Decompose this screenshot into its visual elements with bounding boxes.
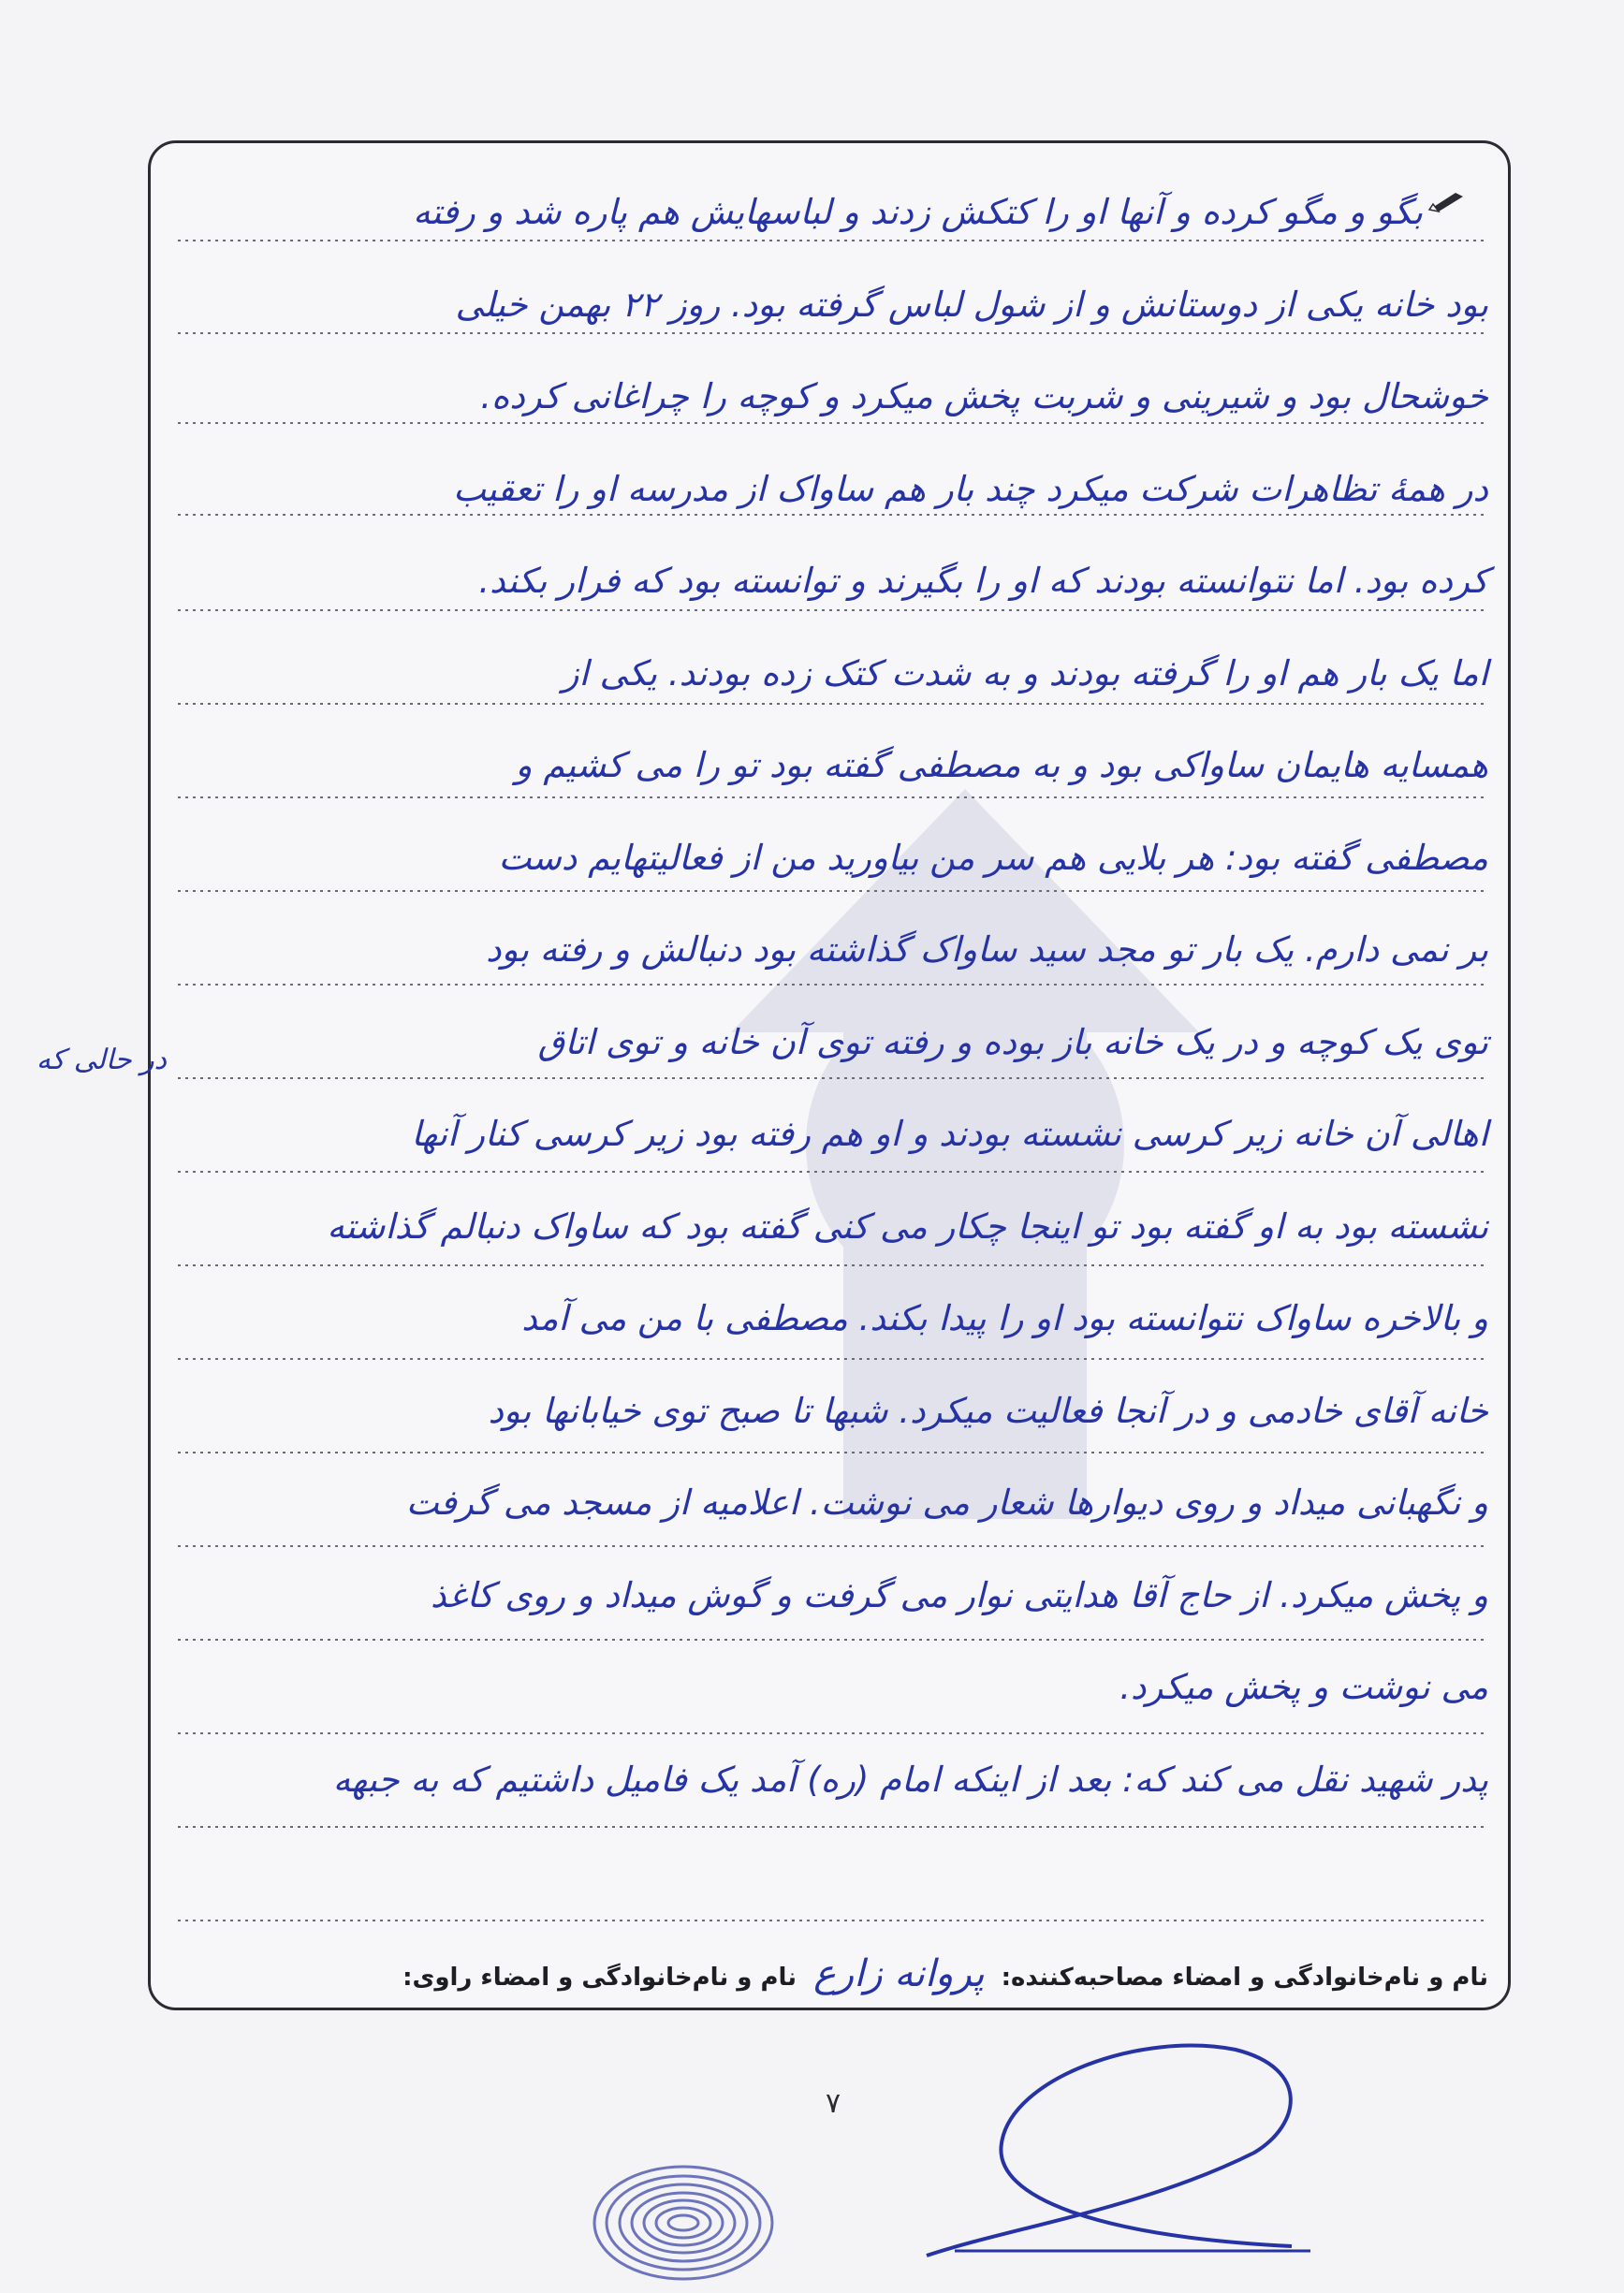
text-line: و نگهبانی میداد و روی دیوارها شعار می نوشت. اعلامیه از مسجد می گرفت (405, 1482, 1488, 1523)
text-line: و بالاخره ساواک نتوانسته بود او را پیدا بکند. مصطفی با من می آمد (521, 1298, 1488, 1338)
margin-note: در حالی که (36, 1044, 167, 1076)
text-line: بگو و مگو کرده و آنها او را کتکش زدند و لباسهایش هم پاره شد و رفته (413, 192, 1423, 232)
narrator-label: نام و نام‌خانوادگی و امضاء راوی: (402, 1964, 797, 1992)
text-line: می نوشت و پخش میکرد. (1119, 1667, 1488, 1707)
text-line: و پخش میکرد. از حاج آقا هدایتی نوار می گرفت و گوش میداد و روی کاغذ (430, 1574, 1488, 1615)
text-line: خانه آقای خادمی و در آنجا فعالیت میکرد. شبها تا صبح توی خیابانها بود (488, 1390, 1488, 1431)
text-line: همسایه هایمان ساواکی بود و به مصطفی گفته بود تو را می کشیم و (515, 745, 1488, 785)
text-line: توی یک کوچه و در یک خانه باز بوده و رفته توی آن خانه و توی اتاق (537, 1021, 1488, 1062)
text-line: بر نمی دارم. یک بار تو مجد سید ساواک گذاشته بود دنبالش و رفته بود (486, 929, 1488, 970)
text-line: نشسته بود به او گفته بود تو اینجا چکار می کنی گفته بود که ساواک دنبالم گذاشته (327, 1205, 1488, 1247)
text-line: خوشحال بود و شیرینی و شربت پخش میکرد و کوچه را چراغانی کرده. (480, 376, 1488, 416)
text-line: اما یک بار هم او را گرفته بودند و به شدت کتک زده بودند. یکی از (562, 652, 1488, 694)
interviewer-label: نام و نام‌خانوادگی و امضاء مصاحبه‌کننده: (1001, 1964, 1488, 1992)
handwritten-text (159, 167, 1488, 1826)
fingerprint (580, 2153, 786, 2293)
signature-footer (178, 1952, 1488, 1995)
text-line: در همهٔ تظاهرات شرکت میکرد چند بار هم ساواک از مدرسه او را تعقیب (453, 468, 1488, 509)
text-line: بود خانه یکی از دوستانش و از شول لباس گرفته بود. روز ۲۲ بهمن خیلی (455, 284, 1488, 325)
text-line: مصطفی گفته بود: هر بلایی هم سر من بیاورید من از فعالیتهایم دست (498, 837, 1488, 878)
signature (899, 2012, 1339, 2274)
text-line: کرده بود. اما نتوانسته بودند که او را بگیرند و توانسته بود که فرار بکند. (478, 561, 1488, 601)
interviewer-name: پروانه زارع (813, 1952, 985, 1995)
page-number: ۷ (825, 2087, 841, 2120)
text-line: اهالی آن خانه زیر کرسی نشسته بودند و او هم رفته بود زیر کرسی کنار آنها (411, 1114, 1488, 1154)
text-line: پدر شهید نقل می کند که: بعد از اینکه امام (ره) آمد یک فامیل داشتیم که به جبهه (332, 1759, 1488, 1800)
